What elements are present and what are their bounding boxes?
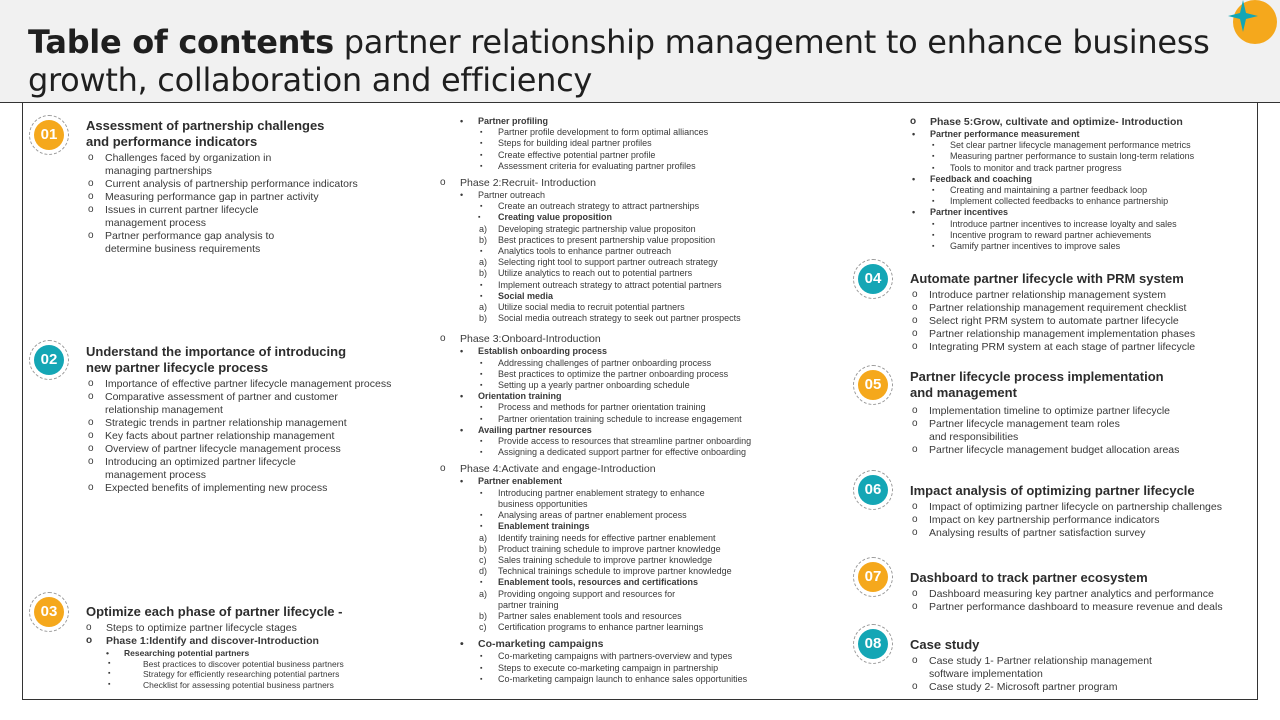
- list-item[interactable]: o Expected benefits of implementing new process: [86, 482, 391, 495]
- list-item[interactable]: o Implementation timeline to optimize partner lifecycle: [910, 405, 1179, 418]
- list-item[interactable]: • Availing partner resources: [458, 425, 751, 436]
- list-item[interactable]: b) Best practices to present partnership value proposition: [458, 235, 751, 246]
- list-item[interactable]: o Current analysis of partnership performance indicators: [86, 178, 358, 191]
- list-item[interactable]: ▪ Enablement trainings: [458, 521, 751, 532]
- list-item[interactable]: o Impact on key partnership performance indicators: [910, 514, 1222, 527]
- list-item[interactable]: ▪ Creating value proposition: [458, 212, 751, 223]
- list-item[interactable]: o Key facts about partner relationship management: [86, 430, 391, 443]
- list-item[interactable]: ▪ Measuring partner performance to sustain long-term relations: [910, 151, 1194, 162]
- list-item[interactable]: a) Providing ongoing support and resources for: [458, 589, 751, 600]
- list-item[interactable]: o Analysing results of partner satisfaction survey: [910, 527, 1222, 540]
- section-title-03[interactable]: Optimize each phase of partner lifecycle -: [86, 604, 343, 619]
- list-item[interactable]: ▪ Process and methods for partner orientation training: [458, 402, 751, 413]
- section-list-04: [910, 289, 1195, 354]
- list-item[interactable]: ▪ Setting up a yearly partner onboarding schedule: [458, 380, 751, 391]
- section-title-04[interactable]: Automate partner lifecycle with PRM system: [910, 271, 1184, 286]
- title-bold: Table of contents: [28, 23, 334, 61]
- list-item[interactable]: ▪ Enablement tools, resources and certifications: [458, 577, 751, 588]
- list-item[interactable]: a) Identify training needs for effective partner enablement: [458, 533, 751, 544]
- section-badge-05: 05: [853, 365, 893, 405]
- list-item[interactable]: o Introducing an optimized partner lifecycle management process: [86, 456, 391, 482]
- section-title-02[interactable]: Understand the importance of introducing new partner lifecycle process: [86, 344, 347, 375]
- list-item[interactable]: o Steps to optimize partner lifecycle stages: [86, 622, 344, 635]
- phase-5-label[interactable]: o Phase 5:Grow, cultivate and optimize- Introduction: [910, 116, 1194, 129]
- list-item[interactable]: o Partner relationship management requirement checklist: [910, 302, 1195, 315]
- list-item[interactable]: o Introduce partner relationship management system: [910, 289, 1195, 302]
- list-item[interactable]: ▪ Provide access to resources that streamline partner onboarding: [458, 436, 751, 447]
- list-item[interactable]: o Measuring performance gap in partner activity: [86, 191, 358, 204]
- list-item[interactable]: o Select right PRM system to automate partner lifecycle: [910, 315, 1195, 328]
- list-item[interactable]: o Impact of optimizing partner lifecycle on partnership challenges: [910, 501, 1222, 514]
- section-list-08: [910, 655, 1152, 694]
- list-item[interactable]: o Importance of effective partner lifecycle management process: [86, 378, 391, 391]
- list-item[interactable]: ▪ Set clear partner lifecycle management performance metrics: [910, 140, 1194, 151]
- list-item[interactable]: o Partner performance dashboard to measure revenue and deals: [910, 601, 1223, 614]
- list-item[interactable]: ▪ Strategy for efficiently researching potential partners: [86, 669, 344, 680]
- list-item[interactable]: ▪ Implement outreach strategy to attract potential partners: [458, 280, 751, 291]
- list-item[interactable]: ▪ Incentive program to reward partner achievements: [910, 230, 1194, 241]
- list-item[interactable]: ▪ Steps to execute co-marketing campaign in partnership: [458, 663, 751, 674]
- list-item[interactable]: a) Utilize social media to recruit potential partners: [458, 302, 751, 313]
- section-badge-04: 04: [853, 259, 893, 299]
- list-item[interactable]: o Case study 2- Microsoft partner program: [910, 681, 1152, 694]
- list-item[interactable]: • Partner outreach: [458, 190, 751, 201]
- phase-1-sub: • Researching potential partners: [86, 648, 344, 659]
- list-item[interactable]: o Partner lifecycle management team roles and responsibilities: [910, 418, 1179, 444]
- section-list-02: [86, 378, 391, 495]
- phase-4-label[interactable]: o Phase 4:Activate and engage-Introduction: [440, 463, 751, 476]
- list-item[interactable]: o Partner lifecycle management budget allocation areas: [910, 444, 1179, 457]
- list-item[interactable]: o Challenges faced by organization in managing partnerships: [86, 152, 358, 178]
- section-title-01[interactable]: Assessment of partnership challenges and performance indicators: [86, 118, 325, 149]
- list-item[interactable]: b) Utilize analytics to reach out to potential partners: [458, 268, 751, 279]
- title-rest: partner relationship management to enhance business growth, collaboration and efficiency: [28, 23, 1210, 99]
- section-title-05[interactable]: Partner lifecycle process implementation and management: [910, 369, 1164, 400]
- list-item[interactable]: ▪ Assessment criteria for evaluating partner profiles: [458, 161, 751, 172]
- list-item[interactable]: o Dashboard measuring key partner analytics and performance: [910, 588, 1223, 601]
- section-list-05: [910, 405, 1179, 457]
- list-item[interactable]: ▪ Implement collected feedbacks to enhance partnership: [910, 196, 1194, 207]
- section-title-07[interactable]: Dashboard to track partner ecosystem: [910, 570, 1148, 585]
- phase-3-label[interactable]: o Phase 3:Onboard-Introduction: [440, 333, 751, 346]
- list-item[interactable]: o Comparative assessment of partner and customer relationship management: [86, 391, 391, 417]
- list-item[interactable]: ▪ Best practices to optimize the partner onboarding process: [458, 369, 751, 380]
- list-item[interactable]: o Overview of partner lifecycle management process: [86, 443, 391, 456]
- list-item[interactable]: o Strategic trends in partner relationship management: [86, 417, 391, 430]
- list-item[interactable]: o Partner performance gap analysis to determine business requirements: [86, 230, 358, 256]
- section-badge-07: 07: [853, 557, 893, 597]
- list-item[interactable]: o Partner relationship management implementation phases: [910, 328, 1195, 341]
- section-badge-06: 06: [853, 470, 893, 510]
- list-item[interactable]: b) Partner sales enablement tools and resources: [458, 611, 751, 622]
- list-item[interactable]: ▪ Introduce partner incentives to increase loyalty and sales: [910, 219, 1194, 230]
- list-item[interactable]: b) Social media outreach strategy to seek out partner prospects: [458, 313, 751, 324]
- section-badge-08: 08: [853, 624, 893, 664]
- list-item[interactable]: ▪ Analysing areas of partner enablement process: [458, 510, 751, 521]
- comarketing-label[interactable]: • Co-marketing campaigns: [458, 638, 751, 651]
- list-item[interactable]: • Feedback and coaching: [910, 174, 1194, 185]
- list-item[interactable]: ▪ Assigning a dedicated support partner for effective onboarding: [458, 447, 751, 458]
- brand-logo-icon: [1222, 0, 1280, 52]
- list-item[interactable]: ▪ Co-marketing campaigns with partners-overview and types: [458, 651, 751, 662]
- list-item[interactable]: • Partner performance measurement: [910, 129, 1194, 140]
- section-list-07: [910, 588, 1223, 614]
- section-title-08[interactable]: Case study: [910, 637, 980, 652]
- profiling-label[interactable]: • Partner profiling: [458, 116, 751, 127]
- list-item[interactable]: ▪ Tools to monitor and track partner progress: [910, 163, 1194, 174]
- list-item[interactable]: b) Product training schedule to improve partner knowledge: [458, 544, 751, 555]
- middle-column: [458, 116, 751, 685]
- section-badge-01: 01: [29, 115, 69, 155]
- list-item[interactable]: ▪ Gamify partner incentives to improve sales: [910, 241, 1194, 252]
- phase-1-label[interactable]: o Phase 1:Identify and discover-Introduction: [86, 635, 344, 648]
- list-item-cont: business opportunities: [498, 498, 588, 509]
- list-item[interactable]: o Issues in current partner lifecycle management process: [86, 204, 358, 230]
- list-item[interactable]: ▪ Partner profile development to form optimal alliances: [458, 127, 751, 138]
- list-item[interactable]: c) Sales training schedule to improve partner knowledge: [458, 555, 751, 566]
- list-item[interactable]: o Integrating PRM system at each stage of partner lifecycle: [910, 341, 1195, 354]
- list-item-cont: partner training: [498, 599, 559, 610]
- list-item[interactable]: ▪ Create effective potential partner profile: [458, 150, 751, 161]
- phase-5-block: [910, 116, 1194, 252]
- list-item[interactable]: c) Certification programs to enhance partner learnings: [458, 622, 751, 633]
- list-item[interactable]: • Orientation training: [458, 391, 751, 402]
- section-title-06[interactable]: Impact analysis of optimizing partner lifecycle: [910, 483, 1195, 498]
- page-title: [28, 23, 1218, 99]
- list-item[interactable]: ▪ Social media: [458, 291, 751, 302]
- list-item[interactable]: d) Technical trainings schedule to improve partner knowledge: [458, 566, 751, 577]
- list-item[interactable]: ▪ Best practices to discover potential business partners: [86, 659, 344, 670]
- section-list-06: [910, 501, 1222, 540]
- list-item[interactable]: • Partner incentives: [910, 207, 1194, 218]
- list-item[interactable]: ▪ Introducing partner enablement strategy to enhance: [458, 488, 751, 499]
- list-item[interactable]: o Case study 1- Partner relationship management software implementation: [910, 655, 1152, 681]
- section-badge-03: 03: [29, 592, 69, 632]
- list-item[interactable]: ▪ Create an outreach strategy to attract partnerships: [458, 201, 751, 212]
- phase-2-label[interactable]: o Phase 2:Recruit- Introduction: [440, 177, 751, 190]
- list-item[interactable]: a) Developing strategic partnership value propositon: [458, 224, 751, 235]
- list-item[interactable]: ▪ Creating and maintaining a partner feedback loop: [910, 185, 1194, 196]
- section-badge-02: 02: [29, 340, 69, 380]
- list-item[interactable]: • Establish onboarding process: [458, 346, 751, 357]
- list-item[interactable]: a) Selecting right tool to support partner outreach strategy: [458, 257, 751, 268]
- list-item[interactable]: • Partner enablement: [458, 476, 751, 487]
- list-item[interactable]: ▪ Analytics tools to enhance partner outreach: [458, 246, 751, 257]
- list-item[interactable]: ▪ Checklist for assessing potential business partners: [86, 680, 344, 691]
- list-item[interactable]: ▪ Partner orientation training schedule to increase engagement: [458, 414, 751, 425]
- list-item[interactable]: ▪ Addressing challenges of partner onboarding process: [458, 358, 751, 369]
- list-item[interactable]: ▪ Co-marketing campaign launch to enhance sales opportunities: [458, 674, 751, 685]
- section-list-03: [86, 622, 344, 690]
- section-list-01: [86, 152, 358, 256]
- list-item[interactable]: ▪ Steps for building ideal partner profiles: [458, 138, 751, 149]
